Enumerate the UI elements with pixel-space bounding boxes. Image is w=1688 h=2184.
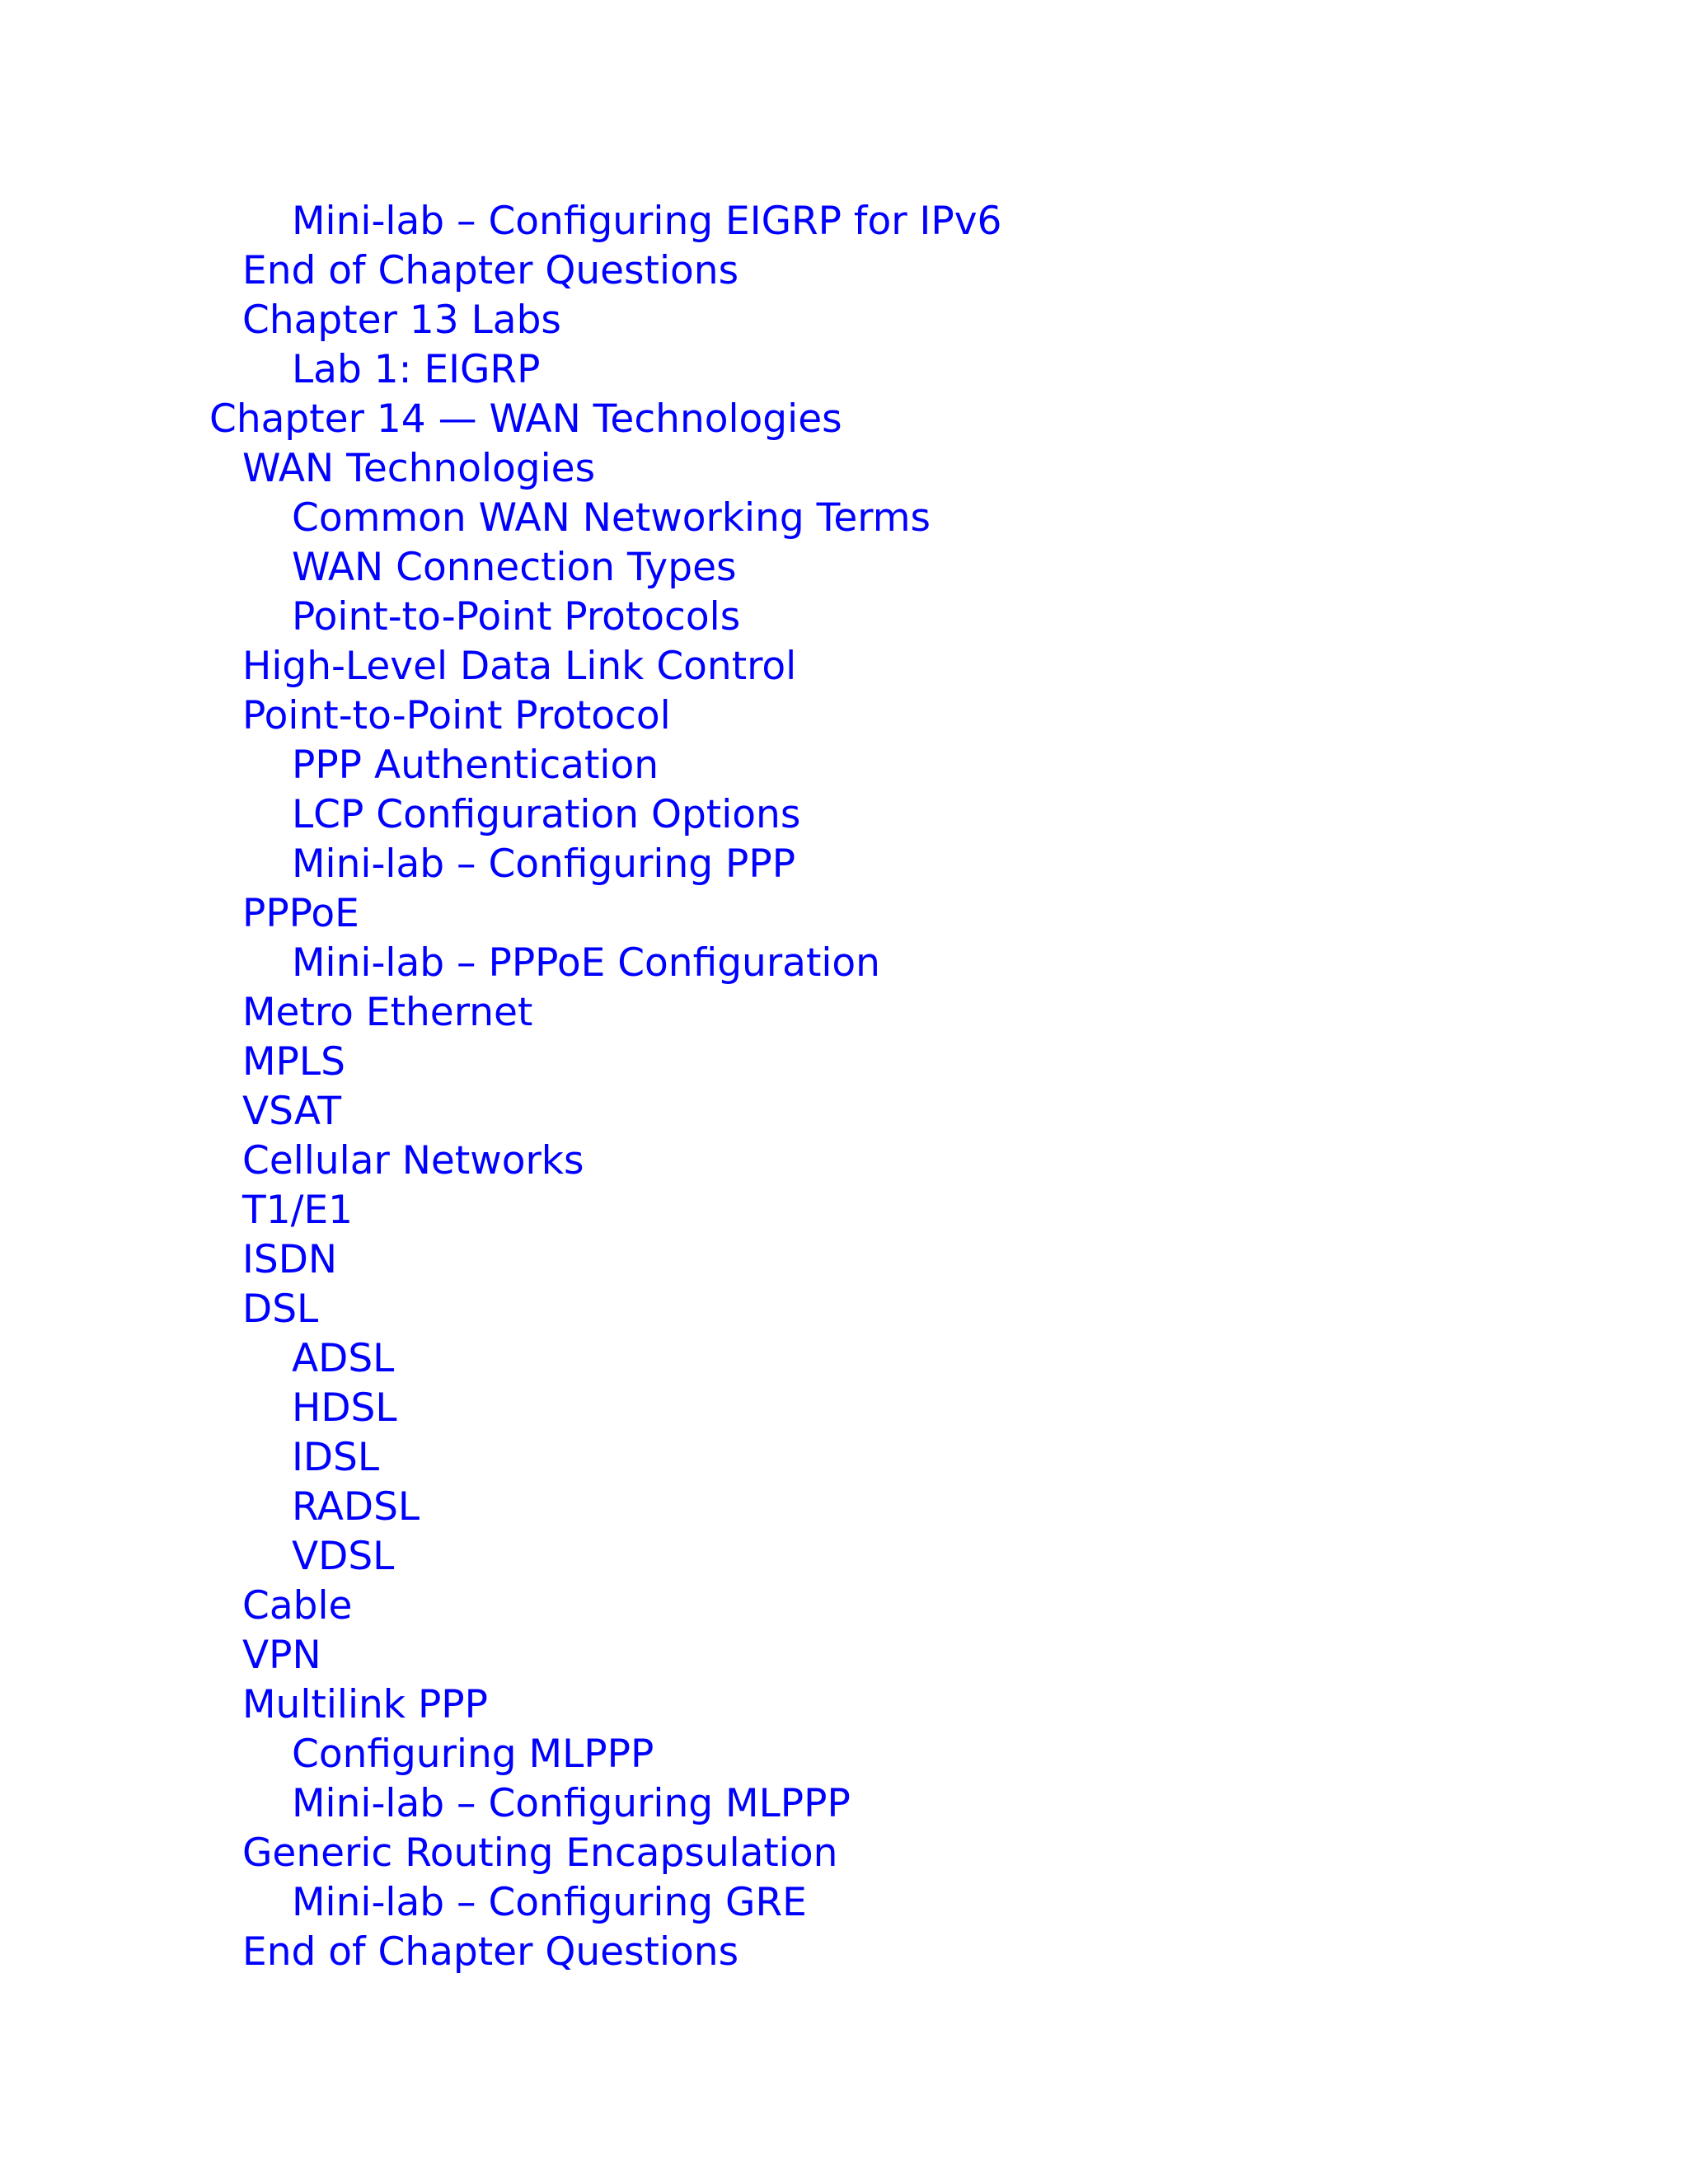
toc-link[interactable]: HDSL: [292, 1385, 397, 1431]
toc-item: [0, 1186, 1688, 1235]
toc-item: [0, 1928, 1688, 1977]
toc-link[interactable]: LCP Configuration Options: [292, 792, 801, 837]
toc-item: [0, 939, 1688, 988]
toc-item: [0, 345, 1688, 395]
toc-item: [0, 1087, 1688, 1137]
toc-chapter-link[interactable]: Chapter 14 — WAN Technologies: [209, 396, 842, 442]
toc-item: [0, 1433, 1688, 1483]
toc-link[interactable]: End of Chapter Questions: [242, 248, 739, 293]
toc-link[interactable]: VSAT: [242, 1089, 342, 1134]
toc-link[interactable]: Point-to-Point Protocol: [242, 693, 671, 738]
toc-link[interactable]: IDSL: [292, 1435, 380, 1480]
toc-link[interactable]: End of Chapter Questions: [242, 1929, 739, 1975]
toc-link[interactable]: Common WAN Networking Terms: [292, 495, 931, 541]
toc-item: [0, 1730, 1688, 1779]
toc-item: [0, 1532, 1688, 1582]
toc-item: [0, 988, 1688, 1038]
toc-item: [0, 1779, 1688, 1829]
toc-link[interactable]: WAN Connection Types: [292, 545, 737, 590]
toc-item: [0, 1878, 1688, 1928]
toc-item: [0, 1137, 1688, 1186]
toc-link[interactable]: Mini-lab – Configuring PPP: [292, 841, 796, 887]
toc-item: [0, 593, 1688, 642]
toc-item: [0, 1384, 1688, 1433]
toc-link[interactable]: Mini-lab – Configuring GRE: [292, 1880, 807, 1925]
toc-link[interactable]: Metro Ethernet: [242, 990, 533, 1035]
toc-item: [0, 1235, 1688, 1285]
toc-item: [0, 1829, 1688, 1878]
toc-item: [0, 741, 1688, 790]
toc-link[interactable]: Cable: [242, 1583, 353, 1629]
toc-item: [0, 296, 1688, 345]
toc-item: [0, 691, 1688, 741]
toc-chapter-item: [0, 395, 1688, 444]
toc-link[interactable]: ADSL: [292, 1336, 395, 1381]
toc-link[interactable]: ISDN: [242, 1237, 338, 1282]
toc-link[interactable]: DSL: [242, 1286, 319, 1332]
toc-item: [0, 1285, 1688, 1334]
toc-item: [0, 444, 1688, 494]
toc-item: [0, 790, 1688, 840]
toc-item: [0, 889, 1688, 939]
toc-item: [0, 840, 1688, 889]
toc-link[interactable]: High-Level Data Link Control: [242, 644, 797, 689]
toc-item: [0, 494, 1688, 543]
toc-item: [0, 197, 1688, 246]
toc-item: [0, 1680, 1688, 1730]
toc-item: [0, 246, 1688, 296]
toc-link[interactable]: T1/E1: [242, 1188, 354, 1233]
toc-item: [0, 1038, 1688, 1087]
toc-link[interactable]: PPPoE: [242, 891, 359, 936]
toc-link[interactable]: Mini-lab – PPPoE Configuration: [292, 940, 880, 986]
toc-item: [0, 543, 1688, 593]
toc-link[interactable]: Multilink PPP: [242, 1682, 488, 1727]
toc-link[interactable]: MPLS: [242, 1039, 345, 1085]
toc-link[interactable]: Chapter 13 Labs: [242, 298, 561, 343]
toc-link[interactable]: Cellular Networks: [242, 1138, 584, 1183]
toc-link[interactable]: PPP Authentication: [292, 743, 659, 788]
toc-link[interactable]: Mini-lab – Configuring MLPPP: [292, 1781, 851, 1826]
toc-item: [0, 1334, 1688, 1384]
toc-item: [0, 642, 1688, 691]
toc-link[interactable]: Mini-lab – Configuring EIGRP for IPv6: [292, 199, 1002, 244]
toc-link[interactable]: VDSL: [292, 1534, 395, 1579]
toc-link[interactable]: Generic Routing Encapsulation: [242, 1830, 838, 1876]
toc-link[interactable]: Configuring MLPPP: [292, 1732, 654, 1777]
toc-link[interactable]: Point-to-Point Protocols: [292, 594, 741, 640]
toc-item: [0, 1483, 1688, 1532]
table-of-contents: [0, 197, 1688, 1977]
toc-link[interactable]: RADSL: [292, 1484, 420, 1530]
toc-link[interactable]: Lab 1: EIGRP: [292, 347, 541, 392]
toc-link[interactable]: VPN: [242, 1633, 321, 1678]
toc-item: [0, 1582, 1688, 1631]
toc-item: [0, 1631, 1688, 1680]
toc-link[interactable]: WAN Technologies: [242, 446, 596, 491]
